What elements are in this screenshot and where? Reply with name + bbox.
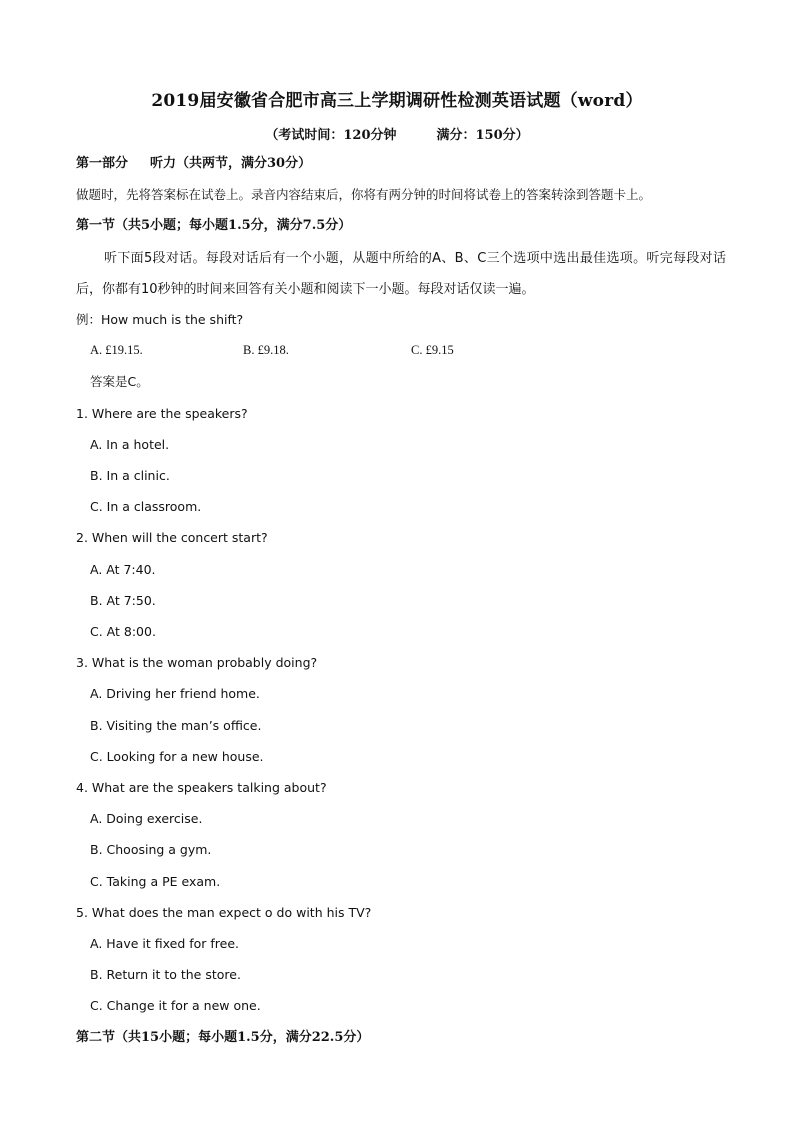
- question-1-option-c: C. In a classroom.: [90, 499, 202, 514]
- question-5-stem: 5. What does the man expect o do with his TV?: [76, 905, 372, 920]
- question-4-stem: 4. What are the speakers talking about?: [76, 780, 327, 795]
- question-4-option-c: C. Taking a PE exam.: [90, 874, 221, 889]
- question-3-stem: 3. What is the woman probably doing?: [76, 655, 318, 670]
- question-5-option-a: A. Have it fixed for free.: [90, 936, 240, 951]
- part1-instruction: 做题时，先将答案标在试卷上。录音内容结束后，你将有两分钟的时间将试卷上的答案转涂到答题卡上。: [76, 187, 652, 202]
- exam-duration: （考试时间：120分钟: [265, 128, 397, 143]
- question-3-option-c: C. Looking for a new house.: [90, 749, 264, 764]
- part1-label: 第一部分: [76, 156, 129, 171]
- question-3-option-a: A. Driving her friend home.: [90, 686, 260, 701]
- question-2-option-b: B. At 7:50.: [90, 593, 156, 608]
- section1-instruction: 听下面5段对话。每段对话后有一个小题，从题中所给的A、B、C三个选项中选出最佳选项。听完每段对话后，你都有10秒钟的时间来回答有关小题和阅读下一小题。每段对话仅读一遍。: [76, 251, 726, 297]
- question-4-option-a: A. Doing exercise.: [90, 811, 203, 826]
- exam-info: [0, 124, 794, 143]
- question-3-option-b: B. Visiting the man’s office.: [90, 718, 262, 733]
- example-option-a: A. £19.15.: [90, 343, 143, 357]
- question-1-option-a: A. In a hotel.: [90, 437, 170, 452]
- example-option-b: B. £9.18.: [243, 343, 289, 357]
- question-4-option-b: B. Choosing a gym.: [90, 842, 212, 857]
- question-5-option-c: C. Change it for a new one.: [90, 998, 261, 1013]
- question-2-stem: 2. When will the concert start?: [76, 530, 268, 545]
- section2-heading: 第二节（共15小题；每小题1.5分，满分22.5分）: [76, 1030, 370, 1045]
- example-question: 例：How much is the shift?: [76, 312, 244, 327]
- part1-title: 听力（共两节，满分30分）: [150, 156, 312, 171]
- example-option-c: C. £9.15: [411, 343, 454, 357]
- page-title: 2019届安徽省合肥市高三上学期调研性检测英语试题（word）: [151, 91, 643, 111]
- question-1-option-b: B. In a clinic.: [90, 468, 170, 483]
- question-5-option-b: B. Return it to the store.: [90, 967, 241, 982]
- part1-heading: [76, 155, 311, 173]
- question-1-stem: 1. Where are the speakers?: [76, 406, 248, 421]
- example-answer: 答案是C。: [90, 374, 149, 389]
- question-2-option-a: A. At 7:40.: [90, 562, 156, 577]
- exam-total-score: 满分：150分）: [436, 128, 529, 143]
- question-2-option-c: C. At 8:00.: [90, 624, 156, 639]
- section1-heading: 第一节（共5小题；每小题1.5分，满分7.5分）: [76, 218, 352, 233]
